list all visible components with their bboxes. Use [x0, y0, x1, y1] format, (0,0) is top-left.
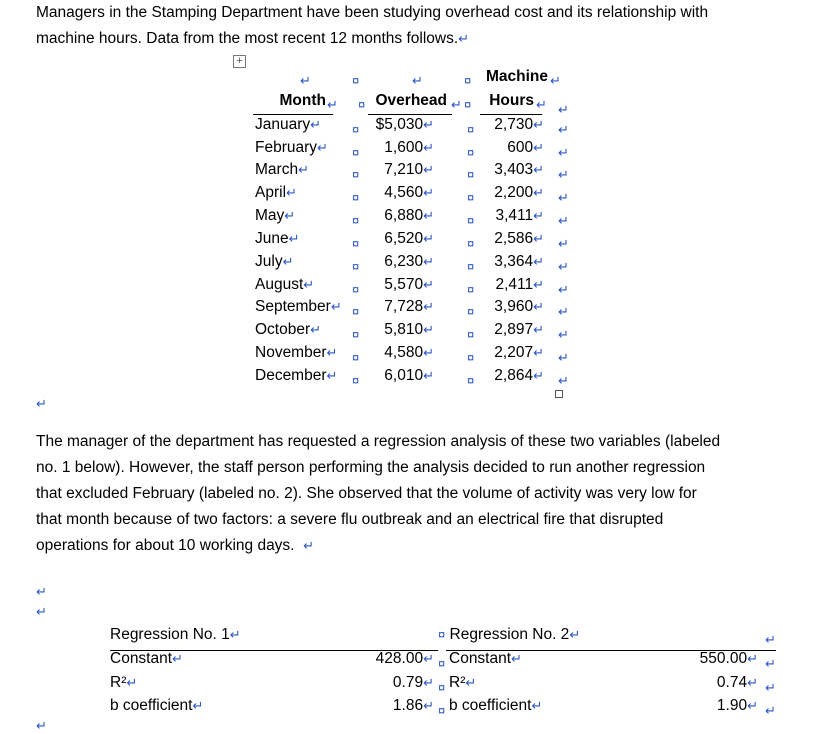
row-end-mark: ↵ — [765, 680, 776, 695]
row-end-mark: ↵ — [558, 236, 569, 251]
paragraph-mark: ↵ — [536, 97, 547, 112]
paragraph-mark: ↵ — [36, 584, 47, 599]
regression-2-label: Constant↵ — [449, 650, 522, 667]
row-end-mark: ↵ — [558, 213, 569, 228]
cell-mark: ¤ — [467, 213, 475, 228]
row-end-mark: ↵ — [765, 656, 776, 671]
cell-mark: ¤ — [467, 282, 475, 297]
cell-mark: ¤ — [352, 122, 360, 137]
table-cell-overhead: 7,728↵ — [384, 298, 434, 315]
cell-mark: ¤ — [358, 97, 366, 112]
body-line-2: no. 1 below). However, the staff person performing the analysis decided to run another regression — [36, 459, 706, 476]
table-cell-hours: 3,364↵ — [494, 253, 544, 270]
cell-mark: ¤ — [464, 73, 472, 88]
paragraph-mark: ↵ — [36, 396, 47, 411]
regression-2-value: 1.90↵ — [716, 697, 758, 714]
table-cell-month: January↵ — [255, 116, 322, 133]
regression-2-label: R²↵ — [449, 674, 477, 691]
paragraph-mark: ↵ — [451, 97, 462, 112]
regression-2-value: 550.00↵ — [699, 650, 758, 667]
body-line-1: The manager of the department has requested a regression analysis of these two variables (labeled — [36, 433, 721, 450]
table-cell-overhead: 5,570↵ — [384, 276, 434, 293]
row-end-mark: ↵ — [558, 190, 569, 205]
paragraph-mark: ↵ — [303, 538, 315, 553]
intro-line-2: machine hours. Data from the most recent 12 months follows. — [36, 30, 459, 47]
paragraph-mark: ↵ — [36, 718, 47, 733]
table-cell-hours: 2,411↵ — [495, 276, 544, 293]
cell-mark: ¤ — [438, 656, 446, 671]
cell-mark: ¤ — [352, 373, 360, 388]
header-machine-line2: Hours — [489, 92, 534, 109]
table-cell-month: October↵ — [255, 321, 322, 338]
cell-mark: ¤ — [352, 145, 360, 160]
table-cell-month: September↵ — [255, 298, 342, 315]
paragraph-mark: ↵ — [300, 73, 311, 88]
regression-1-value: 428.00↵ — [375, 650, 434, 667]
cell-mark: ¤ — [467, 236, 475, 251]
table-cell-overhead: 5,810↵ — [384, 321, 434, 338]
table-cell-hours: 3,403↵ — [494, 161, 544, 178]
cell-mark: ¤ — [467, 327, 475, 342]
table-cell-hours: 2,864↵ — [494, 367, 544, 384]
row-end-mark: ↵ — [558, 145, 569, 160]
body-paragraph — [36, 429, 720, 559]
cell-mark: ¤ — [467, 122, 475, 137]
regression-1-label: R²↵ — [110, 674, 138, 691]
regression-1-value: 1.86↵ — [392, 697, 434, 714]
table-cell-hours: 2,207↵ — [494, 344, 544, 361]
table-cell-hours: 600↵ — [507, 139, 544, 156]
table-cell-month: March↵ — [255, 161, 309, 178]
table-cell-month: February↵ — [255, 139, 328, 156]
cell-mark: ¤ — [467, 167, 475, 182]
cell-mark: ¤ — [438, 703, 446, 718]
table-cell-overhead: 6,010↵ — [384, 367, 434, 384]
regression-2-label: b coefficient↵ — [449, 697, 543, 714]
row-end-mark: ↵ — [558, 102, 569, 117]
table-cell-overhead: 7,210↵ — [384, 161, 434, 178]
regression-1-label: b coefficient↵ — [110, 697, 204, 714]
row-end-mark: ↵ — [558, 350, 569, 365]
row-end-mark: ↵ — [558, 259, 569, 274]
table-cell-month: June↵ — [255, 230, 300, 247]
table-cell-overhead: 4,580↵ — [384, 344, 434, 361]
table-cell-month: November↵ — [255, 344, 338, 361]
table-cell-month: August↵ — [255, 276, 315, 293]
cell-mark: ¤ — [438, 680, 446, 695]
header-underline-hours — [480, 114, 542, 115]
paragraph-mark: ↵ — [327, 97, 338, 112]
table-cell-overhead: 4,560↵ — [384, 184, 434, 201]
table-end-marker — [555, 390, 563, 398]
table-cell-hours: 2,586↵ — [494, 230, 544, 247]
paragraph-mark: ↵ — [458, 31, 470, 46]
cell-mark: ¤ — [352, 304, 360, 319]
cell-mark: ¤ — [464, 97, 472, 112]
body-line-4: that month because of two factors: a severe flu outbreak and an electrical fire that disrupted — [36, 511, 664, 528]
cell-mark: ¤ — [467, 350, 475, 365]
table-cell-overhead: 6,880↵ — [384, 207, 434, 224]
header-underline-overhead — [368, 114, 452, 115]
header-overhead: Overhead — [375, 92, 447, 109]
cell-mark: ¤ — [467, 259, 475, 274]
body-line-3: that excluded February (labeled no. 2). She observed that the volume of activity was very low for — [36, 485, 697, 502]
cell-mark: ¤ — [467, 145, 475, 160]
cell-mark: ¤ — [467, 190, 475, 205]
table-cell-overhead: 6,520↵ — [384, 230, 434, 247]
cell-mark: ¤ — [467, 304, 475, 319]
table-cell-hours: 3,960↵ — [494, 298, 544, 315]
paragraph-mark: ↵ — [765, 632, 776, 647]
row-end-mark: ↵ — [558, 122, 569, 137]
row-end-mark: ↵ — [558, 304, 569, 319]
header-underline-month — [253, 114, 333, 115]
regression-2-value: 0.74↵ — [716, 674, 758, 691]
cell-mark: ¤ — [352, 213, 360, 228]
table-move-handle-icon[interactable]: + — [233, 55, 246, 68]
cell-mark: ¤ — [352, 167, 360, 182]
cell-mark: ¤ — [352, 190, 360, 205]
row-end-mark: ↵ — [558, 373, 569, 388]
table-cell-hours: 2,897↵ — [494, 321, 544, 338]
paragraph-mark: ↵ — [36, 604, 47, 619]
table-cell-month: May↵ — [255, 207, 296, 224]
row-end-mark: ↵ — [558, 327, 569, 342]
header-month: Month — [279, 92, 326, 109]
cell-mark: ¤ — [352, 282, 360, 297]
table-cell-overhead: 1,600↵ — [384, 139, 434, 156]
row-end-mark: ↵ — [765, 703, 776, 718]
cell-mark: ¤ — [352, 236, 360, 251]
header-machine-line1: Machine — [485, 68, 548, 85]
table-cell-hours: 2,730↵ — [494, 116, 544, 133]
regression-2-title: ¤ Regression No. 2↵ — [438, 626, 581, 643]
regression-1-title: Regression No. 1↵ — [110, 626, 241, 643]
table-cell-month: July↵ — [255, 253, 294, 270]
regression-1-value: 0.79↵ — [392, 674, 434, 691]
cell-mark: ¤ — [467, 373, 475, 388]
row-end-mark: ↵ — [558, 282, 569, 297]
table-cell-month: April↵ — [255, 184, 297, 201]
row-end-mark: ↵ — [558, 167, 569, 182]
table-cell-overhead: $5,030↵ — [375, 116, 434, 133]
table-cell-month: December↵ — [255, 367, 338, 384]
cell-mark: ¤ — [352, 259, 360, 274]
regression-1-label: Constant↵ — [110, 650, 183, 667]
paragraph-mark: ↵ — [550, 73, 561, 88]
table-cell-overhead: 6,230↵ — [384, 253, 434, 270]
paragraph-mark: ↵ — [412, 73, 423, 88]
table-cell-hours: 3,411↵ — [495, 207, 544, 224]
intro-paragraph — [36, 0, 708, 52]
cell-mark: ¤ — [352, 350, 360, 365]
cell-mark: ¤ — [352, 327, 360, 342]
table-cell-hours: 2,200↵ — [494, 184, 544, 201]
intro-line-1: Managers in the Stamping Department have been studying overhead cost and its relationship with — [36, 4, 709, 21]
cell-mark: ¤ — [352, 73, 360, 88]
body-line-5: operations for about 10 working days. — [36, 537, 295, 554]
